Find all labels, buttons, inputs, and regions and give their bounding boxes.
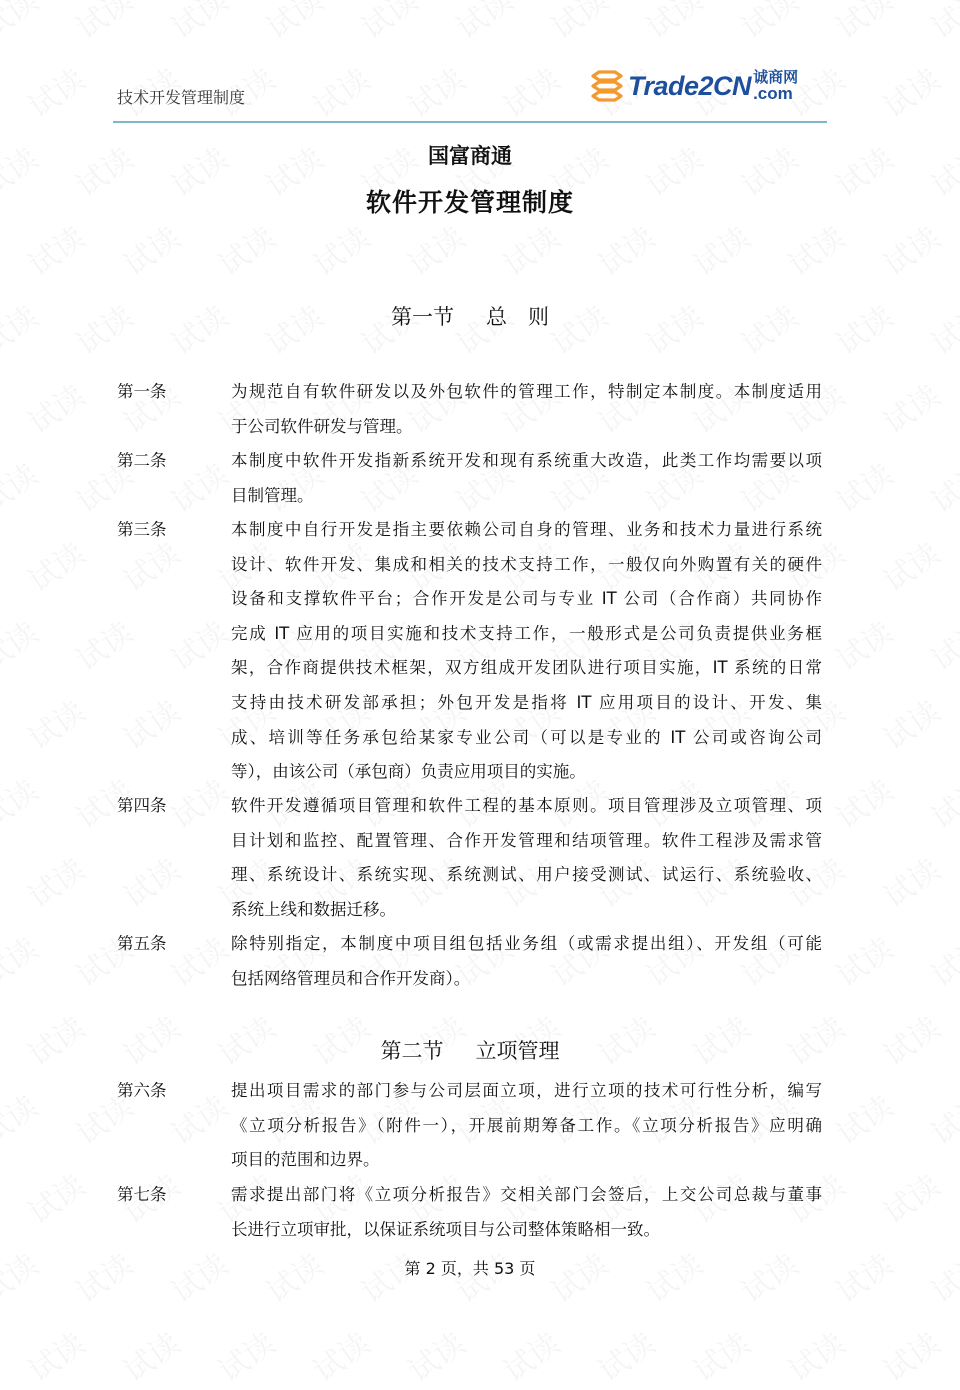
watermark-text — [0, 1083, 45, 1153]
watermark-text — [161, 609, 235, 679]
article-label: 第七条 — [117, 1185, 167, 1204]
watermark-text — [113, 1320, 187, 1390]
article-text-line: 包括网络管理员和合作开发商）。 — [231, 968, 471, 988]
watermark-text — [256, 0, 330, 47]
watermark-text — [873, 372, 947, 442]
watermark-text — [826, 0, 900, 47]
article-text-line: 为规范自有软件研发以及外包软件的管理工作，特制定本制度。本制度适用 — [231, 382, 822, 401]
watermark-text — [18, 846, 92, 916]
article-label: 第五条 — [117, 934, 167, 953]
watermark-text — [873, 1320, 947, 1390]
watermark-text — [18, 1320, 92, 1390]
watermark-text — [541, 0, 615, 47]
article-text-line: 本制度中自行开发是指主要依赖公司自身的管理、业务和技术力量进行系统 — [231, 520, 822, 539]
watermark-text — [18, 372, 92, 442]
article-text-line: 《立项分析报告》（附件一），开展前期筹备工作。《立项分析报告》应明确 — [231, 1115, 822, 1135]
article-text-line: 需求提出部门将《立项分析报告》交相关部门会签后，上交公司总裁与董事 — [231, 1185, 822, 1204]
watermark-text — [778, 214, 852, 284]
article-text-line: 理、系统设计、系统实现、系统测试、用户接受测试、试运行、系统验收、 — [231, 865, 822, 885]
watermark-text — [826, 451, 900, 521]
section-name: 总 则 — [486, 305, 549, 329]
document-title: 软件开发管理制度 — [365, 188, 574, 217]
article-text-line: 软件开发遵循项目管理和软件工程的基本原则。项目管理涉及立项管理、项 — [231, 796, 822, 815]
watermark-text — [398, 214, 472, 284]
watermark-text — [683, 214, 757, 284]
watermark-text — [113, 530, 187, 600]
watermark-text — [446, 0, 520, 47]
watermark-text — [921, 767, 960, 837]
watermark-text — [161, 925, 235, 995]
watermark-text — [208, 1320, 282, 1390]
article-text-line: 提出项目需求的部门参与公司层面立项，进行立项的技术可行性分析，编写 — [231, 1081, 822, 1100]
logo-text: Trade2CN — [628, 70, 752, 101]
article-text-line: 设计、软件开发、集成和相关的技术支持工作，一般仅向外购置有关的硬件 — [231, 554, 822, 574]
article-text-line: 目制管理。 — [231, 485, 314, 505]
article-text-line: 项目的范围和边界。 — [231, 1150, 380, 1170]
watermark-text — [826, 767, 900, 837]
watermark-text — [0, 767, 45, 837]
watermark-text — [161, 0, 235, 47]
article-text-line: 架，合作商提供技术框架，双方组成开发团队进行项目实施，IT 系统的日常 — [231, 658, 822, 678]
watermark-text — [873, 214, 947, 284]
section-number: 第一节 — [391, 305, 454, 329]
watermark-text — [873, 56, 947, 126]
section-heading-2 — [0, 1035, 940, 1065]
watermark-text — [921, 609, 960, 679]
watermark-text — [113, 846, 187, 916]
watermark-text — [0, 925, 45, 995]
watermark-text — [873, 846, 947, 916]
article-label: 第一条 — [117, 382, 167, 401]
article-text-line: 除特别指定，本制度中项目组包括业务组（或需求提出组）、开发组（可能 — [231, 934, 822, 953]
logo-domain: .com — [753, 84, 793, 103]
watermark-text — [0, 609, 45, 679]
article-label: 第六条 — [117, 1081, 167, 1100]
watermark-text — [303, 56, 377, 126]
watermark-text — [208, 214, 282, 284]
section-number: 第二节 — [380, 1039, 444, 1063]
trade2cn-logo — [590, 68, 798, 104]
article-text-line: 设备和支撑软件平台；合作开发是公司与专业 IT 公司（合作商）共同协作 — [231, 589, 822, 609]
watermark-text — [0, 0, 45, 47]
watermark-text — [873, 688, 947, 758]
watermark-text — [493, 214, 567, 284]
watermark-text — [921, 1083, 960, 1153]
watermark-text — [826, 609, 900, 679]
watermark-text — [303, 214, 377, 284]
article-text-line: 等），由该公司（承包商）负责应用项目的实施。 — [231, 762, 586, 782]
watermark-text — [66, 609, 140, 679]
watermark-text — [683, 1320, 757, 1390]
company-name: 国富商通 — [428, 144, 512, 168]
article-text-line: 成、培训等任务承包给某家专业公司（可以是专业的 IT 公司或咨询公司 — [231, 727, 822, 747]
watermark-text — [18, 530, 92, 600]
watermark-text — [161, 451, 235, 521]
watermark-text — [731, 0, 805, 47]
watermark-text — [921, 451, 960, 521]
watermark-text — [351, 0, 425, 47]
page-footer: 第 2 页，共 53 页 — [404, 1259, 536, 1278]
watermark-text — [588, 1320, 662, 1390]
logo-mark-icon — [590, 70, 624, 102]
article-label: 第二条 — [117, 451, 167, 470]
article-text-line: 长进行立项审批，以保证系统项目与公司整体策略相一致。 — [231, 1219, 660, 1239]
watermark-text — [18, 1162, 92, 1232]
watermark-text — [826, 1083, 900, 1153]
watermark-text — [921, 925, 960, 995]
watermark-text — [303, 1320, 377, 1390]
watermark-text — [161, 767, 235, 837]
watermark-text — [398, 1320, 472, 1390]
article-text-line: 目计划和监控、配置管理、合作开发管理和结项管理。软件工程涉及需求管 — [231, 830, 822, 850]
watermark-text — [113, 214, 187, 284]
header-divider — [113, 121, 827, 123]
watermark-text — [398, 56, 472, 126]
watermark-text — [588, 214, 662, 284]
watermark-text — [873, 530, 947, 600]
article-label: 第四条 — [117, 796, 167, 815]
watermark-text — [161, 1083, 235, 1153]
watermark-text — [66, 0, 140, 47]
watermark-text — [493, 56, 567, 126]
section-heading-1 — [0, 301, 940, 331]
watermark-text — [636, 0, 710, 47]
watermark-text — [921, 0, 960, 47]
watermark-text — [113, 688, 187, 758]
running-header-title: 技术开发管理制度 — [117, 88, 246, 107]
watermark-text — [18, 214, 92, 284]
logo-cn: 诚商网 — [753, 68, 799, 86]
article-label: 第三条 — [117, 520, 167, 539]
section-name: 立项管理 — [475, 1039, 560, 1063]
article-text-line: 本制度中软件开发指新系统开发和现有系统重大改造，此类工作均需要以项 — [231, 451, 822, 470]
watermark-text — [493, 1320, 567, 1390]
watermark-text — [0, 451, 45, 521]
watermark-text — [826, 925, 900, 995]
article-text-line: 系统上线和数据迁移。 — [231, 899, 396, 919]
article-text-line: 支持由技术研发部承担；外包开发是指将 IT 应用项目的设计、开发、集 — [231, 693, 822, 712]
article-text-line: 于公司软件研发与管理。 — [231, 416, 413, 436]
article-text-line: 完成 IT 应用的项目实施和技术支持工作，一般形式是公司负责提供业务框 — [231, 623, 822, 643]
watermark-text — [778, 1320, 852, 1390]
watermark-text — [873, 1162, 947, 1232]
watermark-text — [18, 56, 92, 126]
watermark-text — [18, 688, 92, 758]
